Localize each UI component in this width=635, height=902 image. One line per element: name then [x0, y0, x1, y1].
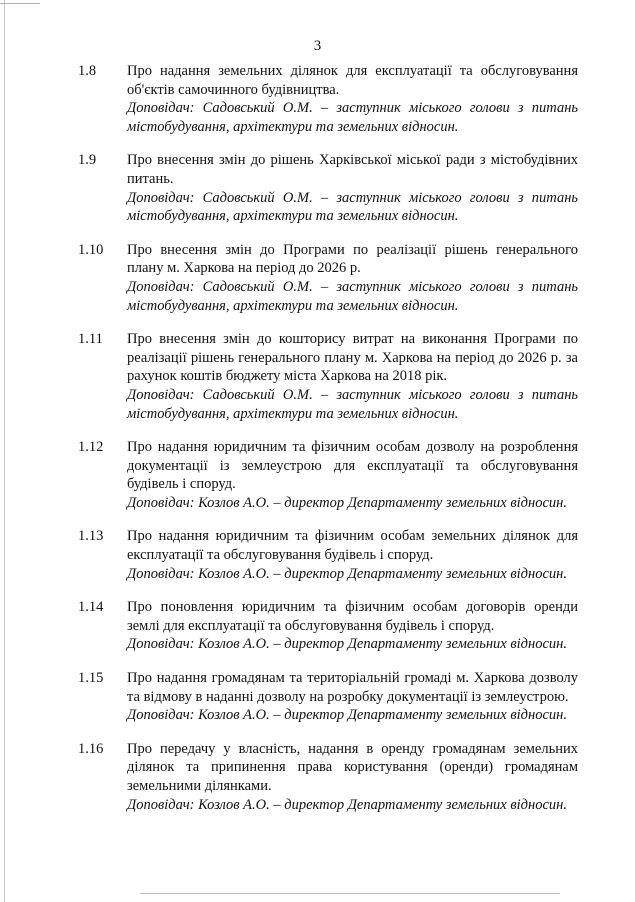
item-body [127, 241, 578, 315]
item-number: 1.16 [78, 740, 104, 757]
agenda-item-1-8 [78, 62, 578, 136]
scan-edge-left [4, 0, 5, 902]
agenda-item-1-10 [78, 241, 578, 315]
item-speaker: Доповідач: Садовський О.М. – заступник міського голови з питань містобудування, архітектури та земельних відносин. [127, 278, 578, 314]
item-body [127, 598, 578, 654]
agenda-list [78, 62, 578, 829]
item-number: 1.15 [78, 670, 104, 687]
item-number: 1.10 [78, 241, 104, 258]
item-number: 1.9 [78, 152, 97, 169]
agenda-item-1-14 [78, 598, 578, 654]
item-body [127, 330, 578, 423]
item-body [127, 669, 578, 725]
item-title: Про внесення змін до Програми по реалізації рішень генерального плану м. Харкова на період до 2026 р. [127, 241, 578, 277]
item-body [127, 151, 578, 225]
item-title: Про внесення змін до рішень Харківської міської ради з містобудівних питань. [127, 152, 578, 187]
item-body [127, 438, 578, 512]
item-title: Про передачу у власність, надання в оренду громадянам земельних ділянок та припинення права користування (оренди) громадянам земельними ділянками. [127, 740, 578, 794]
agenda-item-1-15 [78, 669, 578, 725]
agenda-item-1-12 [78, 438, 578, 512]
page-number: 3 [313, 38, 322, 54]
item-speaker: Доповідач: Козлов А.О. – директор Департаменту земельних відносин. [127, 565, 567, 582]
item-speaker: Доповідач: Козлов А.О. – директор Департаменту земельних відносин. [127, 796, 567, 813]
item-title: Про надання земельних ділянок для експлуатації та обслуговування об'єктів самочинного будівництва. [127, 63, 578, 98]
item-title: Про поновлення юридичним та фізичним особам договорів оренди землі для експлуатації та обслуговування будівель і споруд. [127, 599, 578, 634]
item-title: Про надання громадянам та територіальній громаді м. Харкова дозволу та відмову в наданні дозволу на розробку документації із землеустрою. [127, 670, 578, 705]
item-title: Про надання юридичним та фізичним особам дозволу на розроблення документації із землеустрою для експлуатації та обслуговування будівель і споруд. [127, 439, 578, 493]
item-speaker: Доповідач: Козлов А.О. – директор Департаменту земельних відносин. [127, 494, 567, 511]
item-number: 1.12 [78, 439, 104, 456]
agenda-item-1-9 [78, 151, 578, 225]
item-number: 1.14 [78, 599, 104, 616]
item-body [127, 527, 578, 583]
agenda-item-1-11 [78, 330, 578, 423]
item-number: 1.11 [78, 331, 103, 348]
agenda-item-1-16 [78, 740, 578, 814]
scan-edge-top [0, 3, 40, 4]
agenda-item-1-13 [78, 527, 578, 583]
item-speaker: Доповідач: Козлов А.О. – директор Департаменту земельних відносин. [127, 636, 567, 653]
item-speaker: Доповідач: Садовський О.М. – заступник міського голови з питань містобудування, архітектури та земельних відносин. [127, 386, 578, 422]
item-speaker: Доповідач: Садовський О.М. – заступник міського голови з питань містобудування, архітектури та земельних відносин. [127, 189, 578, 225]
item-title: Про внесення змін до кошторису витрат на виконання Програми по реалізації рішень генерального плану м. Харкова на період до 2026 р. за рахунок коштів бюджету міста Харкова на 2018 рік. [127, 331, 578, 385]
item-title: Про надання юридичним та фізичним особам земельних ділянок для експлуатації та обслуговування будівель і споруд. [127, 528, 578, 564]
scan-edge-bottom [140, 893, 560, 894]
item-number: 1.8 [78, 63, 97, 79]
item-body [127, 740, 578, 814]
item-speaker: Доповідач: Садовський О.М. – заступник міського голови з питань містобудування, архітектури та земельних відносин. [127, 100, 578, 135]
item-number: 1.13 [78, 528, 104, 545]
item-body [127, 62, 578, 136]
item-speaker: Доповідач: Козлов А.О. – директор Департаменту земельних відносин. [127, 707, 567, 724]
